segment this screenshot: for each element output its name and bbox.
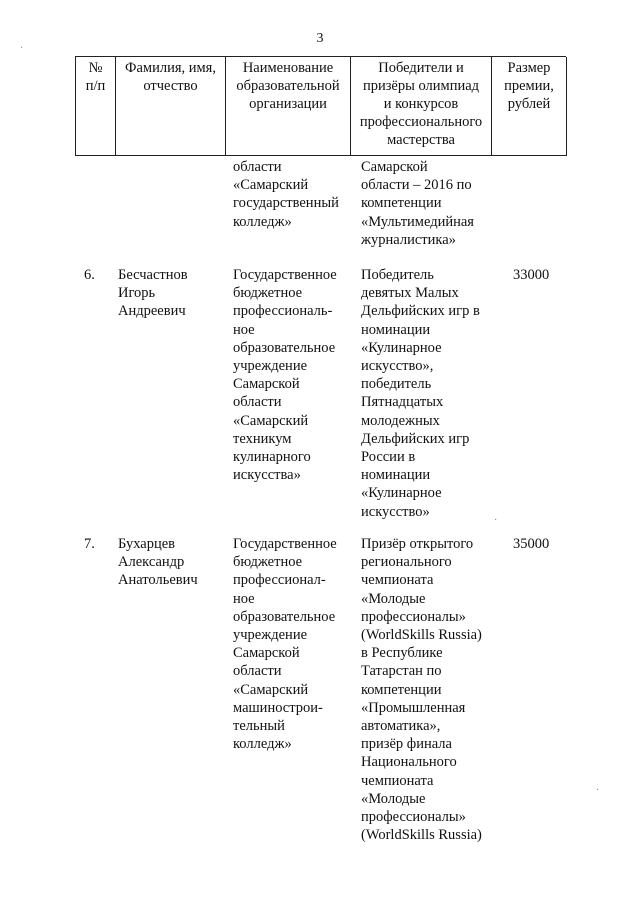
row-7-organization: Государственное бюджетное профессионал- ное образовательное учреждение Самарской области «Самарский машинострои- тельный колледж»: [233, 536, 337, 753]
continuation-winner: Самарской области – 2016 по компетенции «Мультимедийная журналистика»: [361, 159, 474, 248]
row-7-winner: Призёр открытого регионального чемпионата «Молодые профессионалы» (WorldSkills Russia) в Республике Татарстан по компетенции «Промышленная автоматика», призёр финала Национального чемпионата «Молодые профессионалы» (WorldSkills Russia): [361, 536, 482, 844]
continuation-organization: области «Самарский государственный колледж»: [233, 159, 339, 230]
header-winners: Победители и призёры олимпиад и конкурсов профессионального мастерства: [351, 57, 492, 156]
header-prize-amount: Размер премии, рублей: [492, 57, 567, 156]
row-6-prize-amount: 33000: [513, 267, 550, 283]
row-6-winner: Победитель девятых Малых Дельфийских игр в номинации «Кулинарное искусство», победитель Пятнадцатых молодежных Дельфийских игр России в номинации «Кулинарное искусство»: [361, 267, 480, 520]
scan-speck: ·: [596, 785, 600, 796]
row-6-full-name: Бесчастнов Игорь Андреевич: [118, 267, 188, 320]
page-number: 3: [316, 31, 324, 46]
table-header: [75, 56, 566, 156]
row-7-full-name: Бухарцев Александр Анатольевич: [118, 536, 198, 589]
row-6-number: 6.: [84, 267, 95, 283]
header-number: № п/п: [76, 57, 116, 156]
header-organization: Наименование образовательной организации: [226, 57, 351, 156]
header-full-name: Фамилия, имя, отчество: [116, 57, 226, 156]
scan-speck: ·: [494, 515, 498, 526]
row-6-organization: Государственное бюджетное профессиональ- ное образовательное учреждение Самарской области «Самарский техникум кулинарного искусства»: [233, 267, 337, 484]
scan-speck: ·: [20, 43, 24, 54]
row-7-number: 7.: [84, 536, 95, 552]
row-7-prize-amount: 35000: [513, 536, 550, 552]
